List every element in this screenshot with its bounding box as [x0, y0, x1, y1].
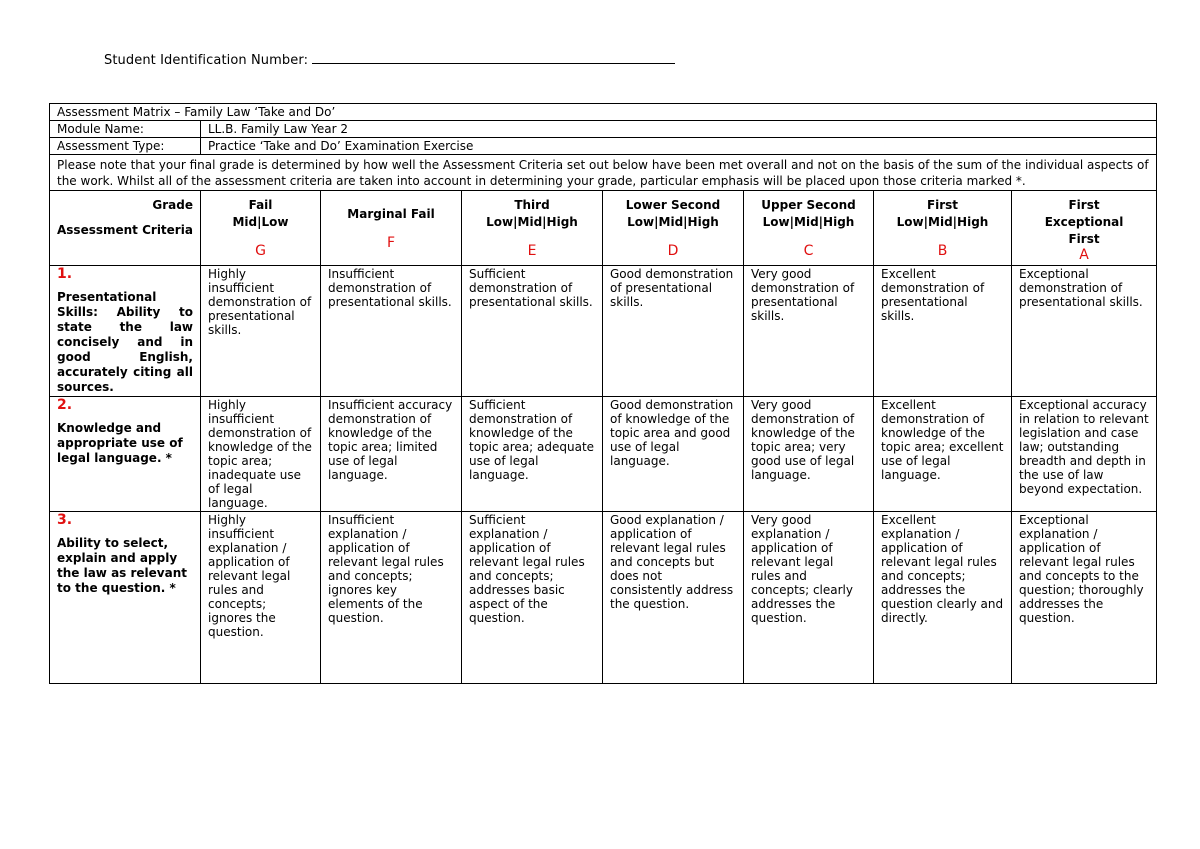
descriptor-cell: Very good explanation / application of relevant legal rules and concepts; clearly addresses the question.: [744, 512, 874, 684]
criterion-cell: [50, 397, 201, 512]
descriptor-cell: Excellent demonstration of knowledge of the topic area; excellent use of legal language.: [874, 397, 1012, 512]
student-id-row: [104, 51, 675, 68]
student-id-label: Student Identification Number:: [104, 53, 309, 68]
grade-name: Marginal Fail: [347, 207, 435, 221]
assessment-type-row: [50, 138, 1157, 155]
criterion-label: Knowledge and appropriate use of legal language. *: [57, 421, 183, 465]
descriptor-cell: Highly insufficient demonstration of knowledge of the topic area; inadequate use of legal language.: [201, 397, 321, 512]
grade-letter: B: [937, 243, 948, 259]
descriptor-cell: Sufficient demonstration of presentational skills.: [462, 266, 603, 397]
criterion-cell: [50, 512, 201, 684]
grade-subrange: Low|Mid|High: [762, 215, 855, 229]
grade-criteria-header: [50, 191, 201, 266]
criterion-label: Presentational Skills: Ability to state the law concisely and in good English, accurately citing all sources.: [57, 290, 193, 394]
descriptor-cell: Sufficient demonstration of knowledge of the topic area; adequate use of legal language.: [462, 397, 603, 512]
grading-note: Please note that your final grade is determined by how well the Assessment Criteria set out below have been met overall and not on the basis of the sum of the individual aspects of the work. Whilst all of the assessment criteria are taken into account in determining your grade, particular emphasis will be placed upon those criteria marked *.: [50, 155, 1157, 191]
descriptor-cell: Sufficient explanation / application of relevant legal rules and concepts; addresses basic aspect of the question.: [462, 512, 603, 684]
grade-letter: A: [1079, 247, 1089, 263]
descriptor-cell: Exceptional explanation / application of relevant legal rules and concepts to the question; thoroughly addresses the question.: [1012, 512, 1157, 684]
descriptor-cell: Excellent demonstration of presentational skills.: [874, 266, 1012, 397]
grade-name: Lower Second: [625, 198, 721, 212]
descriptor-cell: Exceptional demonstration of presentational skills.: [1012, 266, 1157, 397]
descriptor-cell: Exceptional accuracy in relation to relevant legislation and case law; outstanding breadth and depth in the use of law beyond expectation.: [1012, 397, 1157, 512]
criterion-number: 2.: [57, 397, 73, 413]
grade-name: Fail: [248, 198, 273, 212]
grade-subrange: Exceptional: [1044, 215, 1124, 229]
grade-header-e: [462, 191, 603, 266]
grade-header-a: [1012, 191, 1157, 266]
assessment-type-label: Assessment Type:: [50, 138, 201, 155]
module-row: [50, 121, 1157, 138]
assessment-matrix-table: [49, 103, 1157, 684]
grade-subrange-extra: First: [1068, 232, 1100, 246]
grade-header-d: [603, 191, 744, 266]
grade-header-row: [50, 191, 1157, 266]
module-label: Module Name:: [50, 121, 201, 138]
descriptor-cell: Good demonstration of presentational skills.: [603, 266, 744, 397]
descriptor-cell: Good explanation / application of relevant legal rules and concepts but does not consistently address the question.: [603, 512, 744, 684]
grade-header-b: [874, 191, 1012, 266]
grade-subrange: Mid|Low: [232, 215, 289, 229]
descriptor-cell: Insufficient accuracy demonstration of knowledge of the topic area; limited use of legal language.: [321, 397, 462, 512]
matrix-title: Assessment Matrix – Family Law ‘Take and Do’: [50, 104, 1157, 121]
grade-header-c: [744, 191, 874, 266]
criterion-cell: [50, 266, 201, 397]
grade-header-f: [321, 191, 462, 266]
descriptor-cell: Highly insufficient explanation / application of relevant legal rules and concepts; ignores the question.: [201, 512, 321, 684]
criterion-row-2: [50, 397, 1157, 512]
descriptor-cell: Insufficient explanation / application of relevant legal rules and concepts; ignores key elements of the question.: [321, 512, 462, 684]
grade-name: Third: [514, 198, 550, 212]
grade-subrange: Low|Mid|High: [627, 215, 719, 229]
grade-subrange: Low|Mid|High: [896, 215, 989, 229]
descriptor-cell: Very good demonstration of knowledge of the topic area; very good use of legal language.: [744, 397, 874, 512]
assessment-type-value: Practice ‘Take and Do’ Examination Exercise: [201, 138, 1157, 155]
note-row: [50, 155, 1157, 191]
grade-letter: D: [667, 243, 679, 259]
grade-name: Upper Second: [761, 198, 856, 212]
grade-letter: G: [255, 243, 266, 259]
title-row: [50, 104, 1157, 121]
grade-header-g: [201, 191, 321, 266]
module-value: LL.B. Family Law Year 2: [201, 121, 1157, 138]
criterion-row-1: [50, 266, 1157, 397]
student-id-blank-line: [312, 51, 675, 64]
criterion-number: 1.: [57, 266, 73, 282]
descriptor-cell: Very good demonstration of presentational skills.: [744, 266, 874, 397]
criterion-label: Ability to select, explain and apply the law as relevant to the question. *: [57, 536, 187, 595]
grade-letter: F: [386, 235, 396, 251]
grade-letter: C: [803, 243, 814, 259]
criteria-label: Assessment Criteria: [57, 223, 193, 237]
criterion-number: 3.: [57, 512, 73, 528]
descriptor-cell: Highly insufficient demonstration of presentational skills.: [201, 266, 321, 397]
grade-label: Grade: [152, 198, 193, 212]
descriptor-cell: Insufficient demonstration of presentational skills.: [321, 266, 462, 397]
grade-name: First: [1068, 198, 1100, 212]
grade-name: First: [926, 198, 959, 212]
grade-letter: E: [527, 243, 537, 259]
criterion-row-3: [50, 512, 1157, 684]
descriptor-cell: Good demonstration of knowledge of the topic area and good use of legal language.: [603, 397, 744, 512]
grade-subrange: Low|Mid|High: [486, 215, 578, 229]
descriptor-cell: Excellent explanation / application of relevant legal rules and concepts; addresses the question clearly and directly.: [874, 512, 1012, 684]
